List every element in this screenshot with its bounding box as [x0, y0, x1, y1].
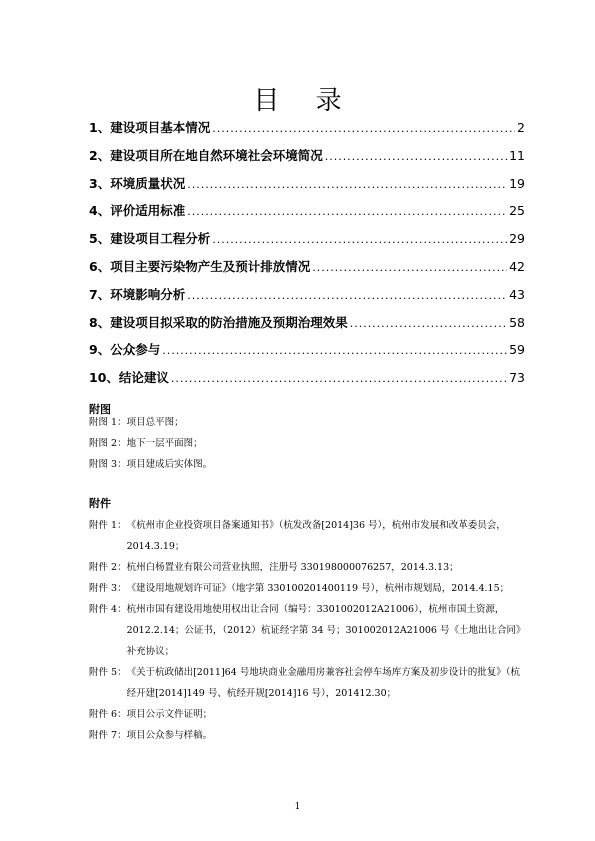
attachment-label: 附件 2： — [89, 562, 127, 573]
attachment-item — [89, 599, 529, 662]
attachment-text: 《关于杭政储出[2011]64 号地块商业金融用房兼容社会停车场库方案及初步设计的批复》（杭经开建[2014]149 号、杭经开规[2014]16 号），201412.30； — [126, 667, 521, 699]
toc-entry-label: 9、公众参与 — [89, 342, 161, 358]
toc-leader-dots — [187, 178, 507, 191]
toc-leader-dots — [162, 344, 507, 357]
attachment-label: 附件 1： — [89, 520, 127, 531]
toc-entry-page: 25 — [509, 203, 525, 219]
attachment-label: 附件 5： — [89, 667, 127, 678]
figure-item: 附图 1：项目总平图； — [89, 417, 184, 428]
toc-leader-dots — [312, 261, 507, 274]
toc-entry[interactable] — [89, 174, 525, 202]
table-of-contents — [89, 118, 525, 396]
toc-entry[interactable] — [89, 257, 525, 285]
toc-entry[interactable] — [89, 313, 525, 341]
attachment-item — [89, 557, 529, 578]
toc-leader-dots — [187, 205, 507, 218]
figures-heading: 附图 — [89, 403, 111, 416]
figure-item: 附图 3：项目建成后实体图。 — [89, 459, 213, 470]
figure-item: 附图 2：地下一层平面图； — [89, 438, 203, 449]
toc-entry[interactable] — [89, 229, 525, 257]
attachment-label: 附件 3： — [89, 583, 127, 594]
attachments-list — [89, 515, 529, 746]
attachment-text: 项目公示文件证明； — [126, 709, 213, 720]
toc-entry-label: 2、建设项目所在地自然环境社会环境简况 — [89, 147, 323, 163]
toc-entry[interactable] — [89, 146, 525, 174]
toc-entry-page: 11 — [509, 147, 525, 163]
toc-entry[interactable] — [89, 340, 525, 368]
toc-entry-label: 10、结论建议 — [89, 370, 169, 386]
toc-entry[interactable] — [89, 368, 525, 396]
attachment-label: 附件 6： — [89, 709, 127, 720]
toc-entry-label: 6、项目主要污染物产生及预计排放情况 — [89, 258, 311, 274]
attachments-heading: 附件 — [89, 497, 111, 510]
toc-entry-page: 59 — [509, 342, 525, 358]
attachment-label: 附件 7： — [89, 730, 127, 741]
attachment-item — [89, 578, 529, 599]
toc-entry[interactable] — [89, 201, 525, 229]
toc-entry-page: 58 — [509, 314, 525, 330]
toc-entry-label: 7、环境影响分析 — [89, 286, 186, 302]
page-number: 1 — [294, 802, 301, 812]
toc-leader-dots — [212, 233, 507, 246]
toc-entry-page: 29 — [509, 231, 525, 247]
attachment-text: 项目公众参与样稿。 — [126, 730, 213, 741]
attachment-text: 杭州市国有建设用地使用权出让合同（编号：3301002012A21006），杭州市国土资源，2012.2.14；公证书，（2012）杭证经字第 34 号；301002012A21006 号《土地出让合同》补充协议； — [126, 604, 526, 657]
toc-entry[interactable] — [89, 285, 525, 313]
toc-entry-page: 19 — [509, 175, 525, 191]
attachment-text: 杭州白杨置业有限公司营业执照，注册号 330198000076257，2014.3.13； — [126, 562, 459, 573]
toc-entry-page: 42 — [509, 258, 525, 274]
toc-entry-label: 1、建设项目基本情况 — [89, 120, 211, 135]
toc-entry-label: 4、评价适用标准 — [89, 203, 186, 219]
toc-entry-page: 43 — [509, 286, 525, 302]
toc-entry-label: 3、环境质量状况 — [89, 175, 186, 191]
toc-entry-page: 2 — [517, 120, 525, 135]
attachment-item — [89, 515, 529, 557]
figures-list — [89, 412, 529, 475]
toc-leader-dots — [350, 317, 507, 330]
toc-leader-dots — [325, 150, 507, 163]
attachment-label: 附件 4： — [89, 604, 127, 615]
attachment-item — [89, 704, 529, 725]
toc-entry-page: 73 — [509, 370, 525, 386]
toc-leader-dots — [212, 122, 515, 135]
attachment-text: 《建设用地规划许可证》（地字第 330100201400119 号），杭州市规划局，2014.4.15； — [126, 583, 510, 594]
toc-entry-label: 5、建设项目工程分析 — [89, 231, 211, 247]
toc-entry-label: 8、建设项目拟采取的防治措施及预期治理效果 — [89, 314, 348, 330]
attachment-item — [89, 662, 529, 704]
attachment-text: 《杭州市企业投资项目备案通知书》（杭发改备[2014]36 号），杭州市发展和改革委员会，2014.3.19； — [126, 520, 506, 552]
page-title: 目 录 — [253, 86, 356, 116]
toc-leader-dots — [171, 372, 507, 385]
toc-leader-dots — [187, 289, 507, 302]
toc-entry[interactable] — [89, 118, 525, 146]
attachment-item — [89, 725, 529, 746]
